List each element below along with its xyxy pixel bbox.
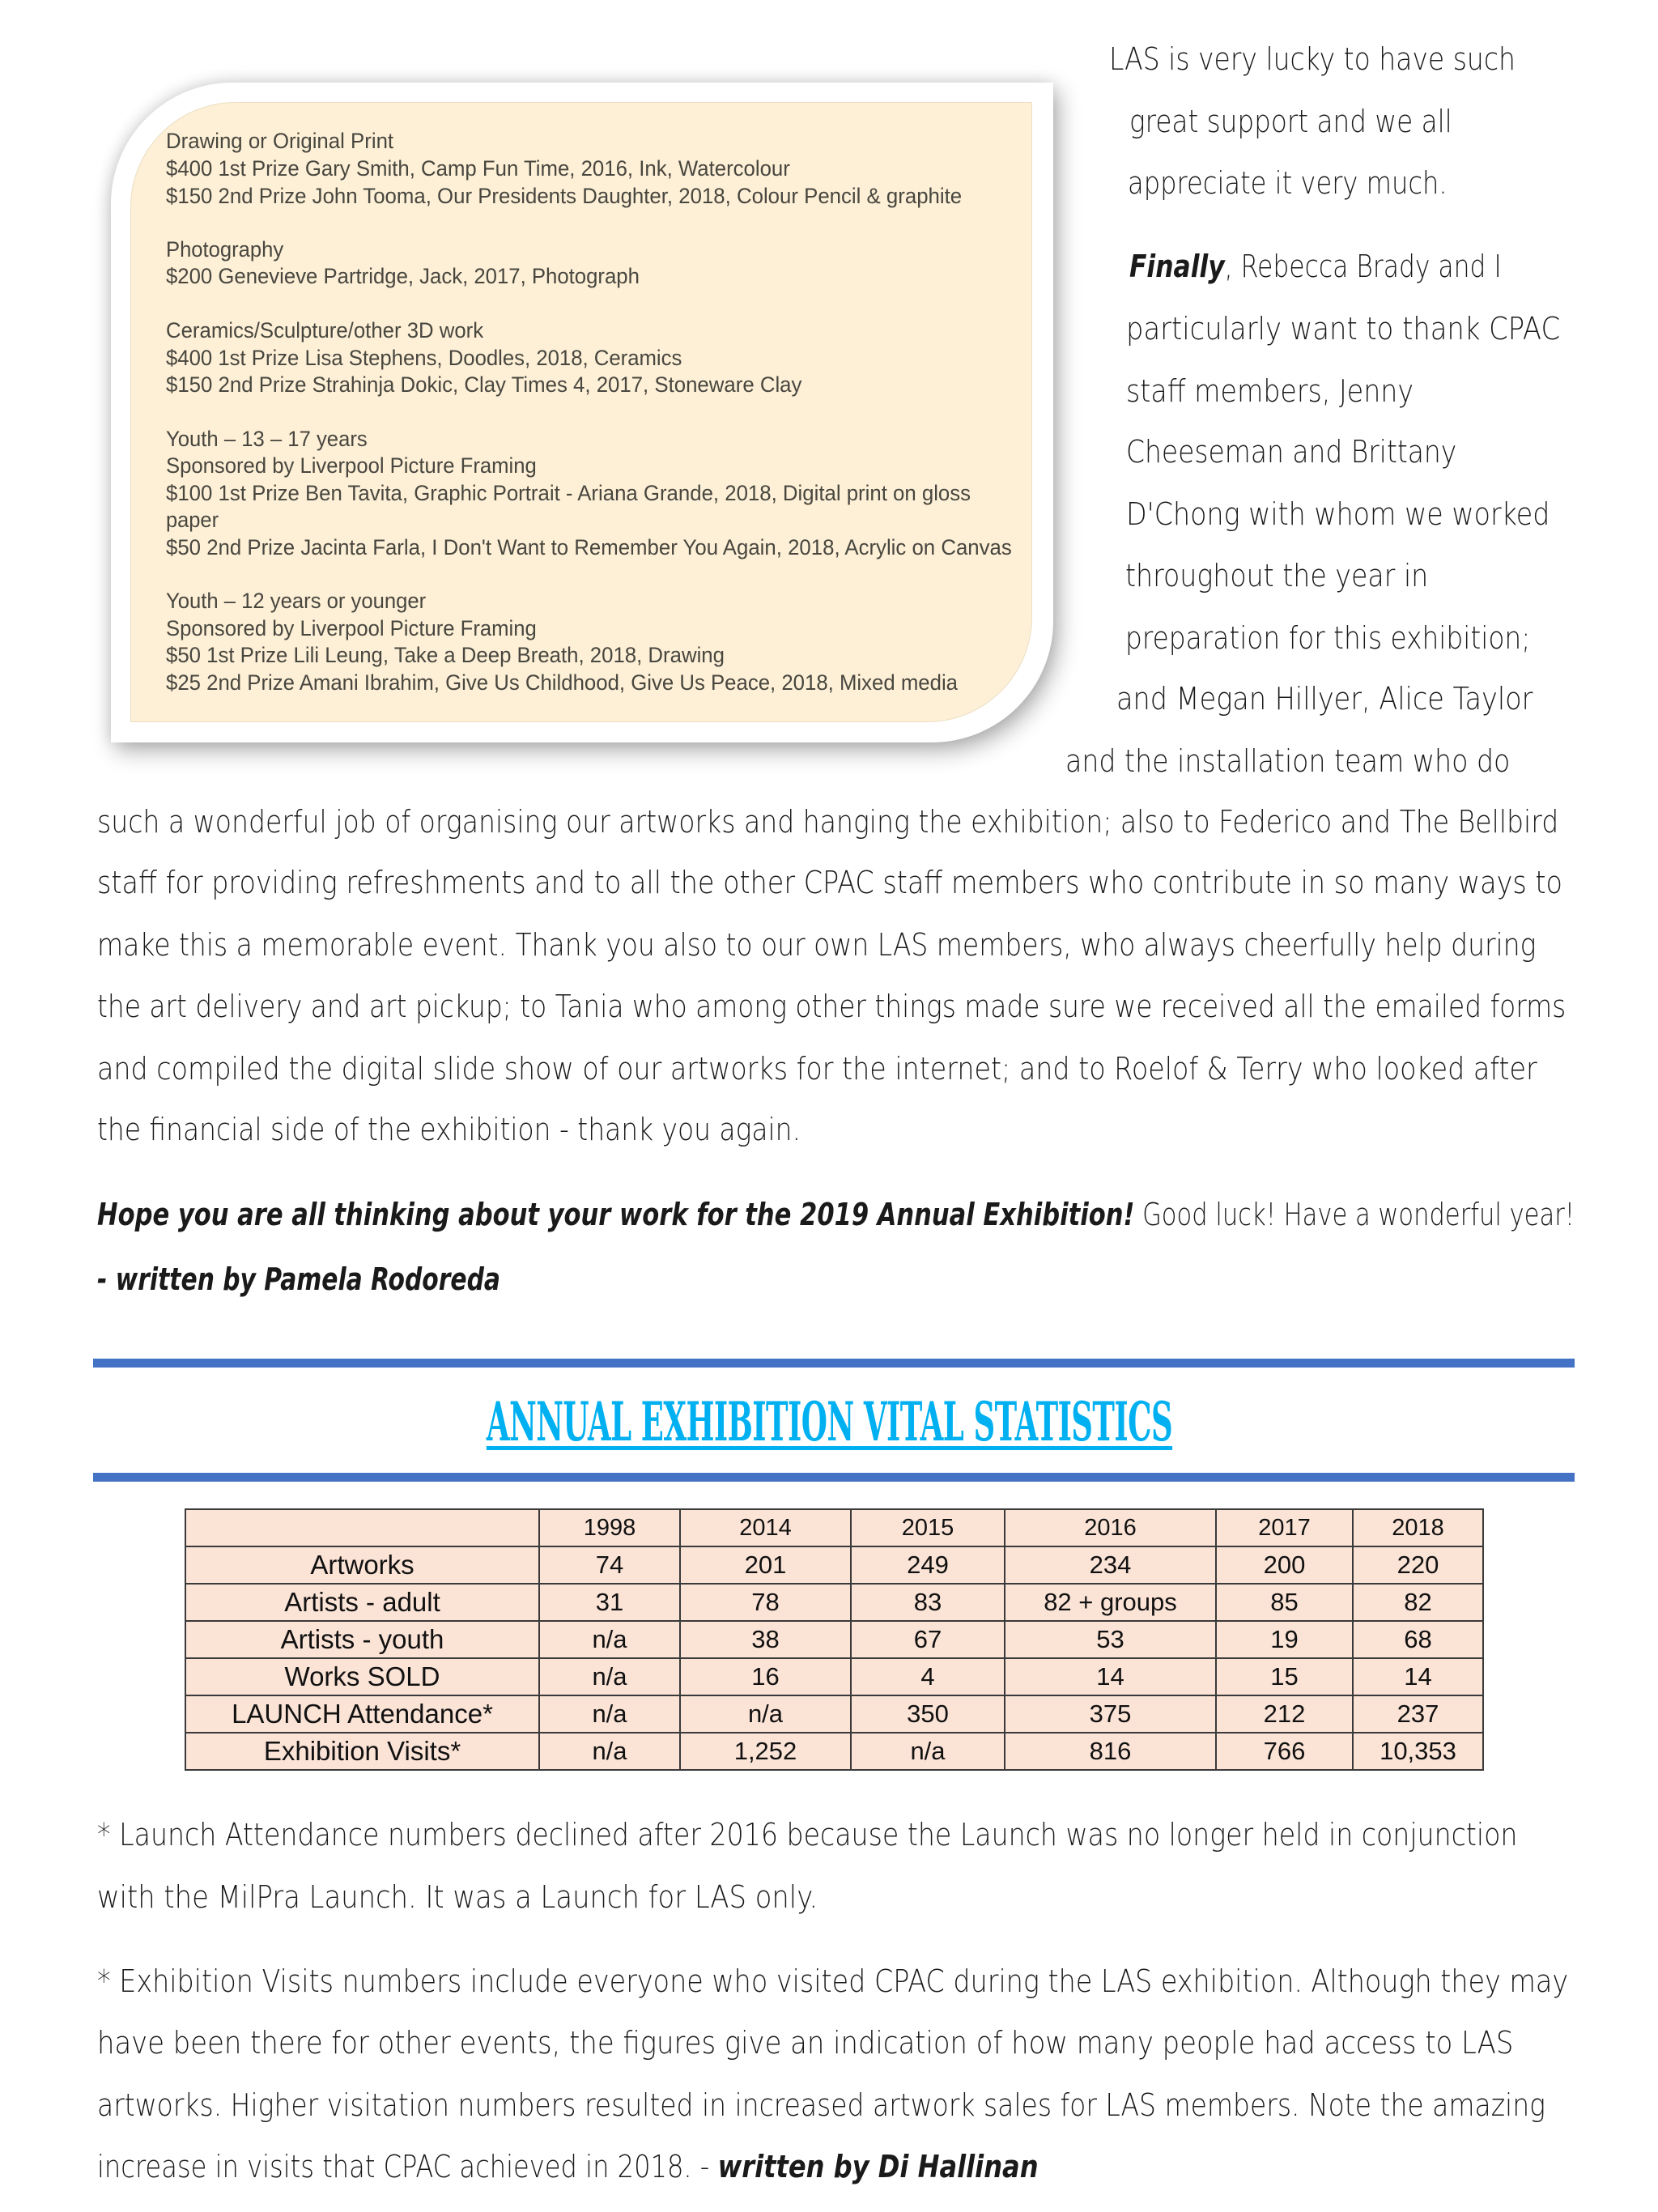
table-cell: 78 — [680, 1584, 851, 1621]
table-cell: 16 — [680, 1658, 851, 1695]
table-row — [185, 1658, 1483, 1695]
table-cell: 68 — [1353, 1621, 1483, 1658]
table-cell: n/a — [539, 1658, 680, 1695]
table-row — [185, 1584, 1483, 1621]
finally-emphasis: Finally — [1129, 249, 1225, 284]
prize-sponsor: Sponsored by Liverpool Picture Framing — [166, 616, 537, 640]
closing-line — [97, 1197, 1575, 1232]
row-label: Exhibition Visits* — [185, 1733, 539, 1770]
closing-rest: Good luck! Have a wonderful year! — [1134, 1197, 1575, 1232]
table-cell: 15 — [1216, 1658, 1353, 1695]
table-cell: 766 — [1216, 1733, 1353, 1770]
byline-di: written by Di Hallinan — [717, 2149, 1039, 2184]
thanks-line: staff members, Jenny — [1126, 373, 1414, 409]
table-cell: 350 — [851, 1695, 1005, 1733]
thanks-line: Cheeseman and Brittany — [1126, 434, 1457, 470]
thanks-paragraph-line: and compiled the digital slide show of our artworks for the internet; and to Roelof & Terry who looked after — [97, 1051, 1537, 1087]
header-cell: 2018 — [1353, 1509, 1483, 1546]
prize-category-photography: Photography — [166, 237, 284, 262]
prize-category-youth-13-17: Youth – 13 – 17 years — [166, 427, 368, 451]
table-cell: 249 — [851, 1546, 1005, 1584]
thanks-line: preparation for this exhibition; — [1125, 620, 1531, 656]
thanks-paragraph-line: such a wonderful job of organising our artworks and hanging the exhibition; also to Federico and The Bellbird — [97, 804, 1559, 840]
table-cell: 82 + groups — [1005, 1584, 1216, 1621]
table-cell: 212 — [1216, 1695, 1353, 1733]
prize-entry: $150 2nd Prize John Tooma, Our Presidents Daughter, 2018, Colour Pencil & graphite — [166, 184, 963, 208]
table-row — [185, 1546, 1483, 1584]
thanks-line: throughout the year in — [1125, 558, 1429, 593]
table-cell: 200 — [1216, 1546, 1353, 1584]
thanks-line: appreciate it very much. — [1128, 165, 1448, 201]
thanks-paragraph-line: staff for providing refreshments and to all the other CPAC staff members who contribute in so many ways to — [97, 865, 1562, 900]
table-cell: 14 — [1005, 1658, 1216, 1695]
header-cell — [185, 1509, 539, 1546]
prize-entry: $150 2nd Prize Strahinja Dokic, Clay Times 4, 2017, Stoneware Clay — [166, 372, 802, 397]
finally-rest: , Rebecca Brady and I — [1224, 249, 1502, 284]
table-cell: 14 — [1353, 1658, 1483, 1695]
byline-pamela — [97, 1261, 500, 1297]
table-cell: 67 — [851, 1621, 1005, 1658]
thanks-finally-line — [1129, 249, 1502, 284]
section-title-text: ANNUAL EXHIBITION VITAL STATISTICS — [486, 1390, 1172, 1453]
table-row — [185, 1733, 1483, 1770]
table-cell: 38 — [680, 1621, 851, 1658]
prize-category-ceramics: Ceramics/Sculpture/other 3D work — [166, 318, 484, 342]
prize-entry: $50 2nd Prize Jacinta Farla, I Don't Want to Remember You Again, 2018, Acrylic on Canvas — [166, 535, 1012, 559]
footnote-text: increase in visits that CPAC achieved in 2018. - — [97, 2149, 718, 2184]
thanks-line: LAS is very lucky to have such — [1109, 41, 1516, 77]
table-cell: n/a — [680, 1695, 851, 1733]
prize-entry: $400 1st Prize Gary Smith, Camp Fun Time, 2016, Ink, Watercolour — [166, 156, 790, 181]
table-cell: 237 — [1353, 1695, 1483, 1733]
header-cell: 2015 — [851, 1509, 1005, 1546]
thanks-line: and the installation team who do — [1065, 743, 1511, 779]
table-cell: 4 — [851, 1658, 1005, 1695]
vital-statistics-table — [185, 1508, 1484, 1771]
table-cell: n/a — [539, 1695, 680, 1733]
row-label: Works SOLD — [185, 1658, 539, 1695]
prize-entry: $100 1st Prize Ben Tavita, Graphic Portrait - Ariana Grande, 2018, Digital print on gloss — [166, 481, 971, 505]
prize-sponsor: Sponsored by Liverpool Picture Framing — [166, 453, 537, 478]
footnote-line: artworks. Higher visitation numbers resulted in increased artwork sales for LAS members. Note the amazing — [97, 2087, 1545, 2123]
thanks-line: great support and we all — [1129, 104, 1452, 139]
thanks-line: and Megan Hillyer, Alice Taylor — [1116, 681, 1533, 717]
header-cell: 2014 — [680, 1509, 851, 1546]
thanks-line: particularly want to thank CPAC — [1126, 311, 1561, 347]
table-cell: 816 — [1005, 1733, 1216, 1770]
prize-category-youth-12-under: Youth – 12 years or younger — [166, 589, 427, 613]
table-cell: 201 — [680, 1546, 851, 1584]
footnote-line: * Exhibition Visits numbers include everyone who visited CPAC during the LAS exhibition. Although they may — [97, 1963, 1569, 1999]
prize-entry: $200 Genevieve Partridge, Jack, 2017, Photograph — [166, 264, 640, 288]
table-cell: n/a — [539, 1733, 680, 1770]
table-cell: 375 — [1005, 1695, 1216, 1733]
thanks-paragraph-line: the art delivery and art pickup; to Tania who among other things made sure we received all the emailed forms — [97, 989, 1567, 1024]
table-cell: n/a — [539, 1621, 680, 1658]
thanks-line: D'Chong with whom we worked — [1126, 496, 1550, 532]
table-cell: 10,353 — [1353, 1733, 1483, 1770]
header-cell: 2017 — [1216, 1509, 1353, 1546]
table-row — [185, 1621, 1483, 1658]
footnote-last-line — [97, 2149, 1039, 2184]
table-cell: 19 — [1216, 1621, 1353, 1658]
table-cell: n/a — [851, 1733, 1005, 1770]
byline-text: - written by Pamela Rodoreda — [97, 1261, 500, 1297]
table-cell: 53 — [1005, 1621, 1216, 1658]
table-header-row — [185, 1509, 1483, 1546]
footnote-line: * Launch Attendance numbers declined after 2016 because the Launch was no longer held in conjunction — [97, 1817, 1518, 1853]
row-label: Artists - adult — [185, 1584, 539, 1621]
section-rule-bottom — [93, 1473, 1575, 1482]
table-row — [185, 1695, 1483, 1733]
prize-entry: $400 1st Prize Lisa Stephens, Doodles, 2018, Ceramics — [166, 346, 682, 370]
table-cell: 82 — [1353, 1584, 1483, 1621]
row-label: Artworks — [185, 1546, 539, 1584]
table-cell: 83 — [851, 1584, 1005, 1621]
footnote-line: have been there for other events, the figures give an indication of how many people had access to LAS — [97, 2025, 1514, 2061]
table-cell: 234 — [1005, 1546, 1216, 1584]
row-label: LAUNCH Attendance* — [185, 1695, 539, 1733]
prize-entry: $50 1st Prize Lili Leung, Take a Deep Breath, 2018, Drawing — [166, 643, 725, 667]
table-cell: 85 — [1216, 1584, 1353, 1621]
section-rule-top — [93, 1359, 1575, 1368]
table-cell: 220 — [1353, 1546, 1483, 1584]
closing-italic: Hope you are all thinking about your work for the 2019 Annual Exhibition! — [97, 1197, 1135, 1232]
prize-category-drawing: Drawing or Original Print — [166, 129, 394, 153]
thanks-paragraph-line: make this a memorable event. Thank you also to our own LAS members, who always cheerfully help during — [97, 927, 1537, 963]
table-cell: 1,252 — [680, 1733, 851, 1770]
thanks-paragraph-line: the financial side of the exhibition - thank you again. — [97, 1112, 801, 1147]
prize-entry: $25 2nd Prize Amani Ibrahim, Give Us Childhood, Give Us Peace, 2018, Mixed media — [166, 670, 959, 695]
table-cell: 74 — [539, 1546, 680, 1584]
row-label: Artists - youth — [185, 1621, 539, 1658]
header-cell: 1998 — [539, 1509, 680, 1546]
header-cell: 2016 — [1005, 1509, 1216, 1546]
section-title — [0, 1390, 1658, 1453]
table-cell: 31 — [539, 1584, 680, 1621]
prize-entry-continued: paper — [166, 508, 219, 532]
footnote-line: with the MilPra Launch. It was a Launch for LAS only. — [97, 1879, 818, 1915]
